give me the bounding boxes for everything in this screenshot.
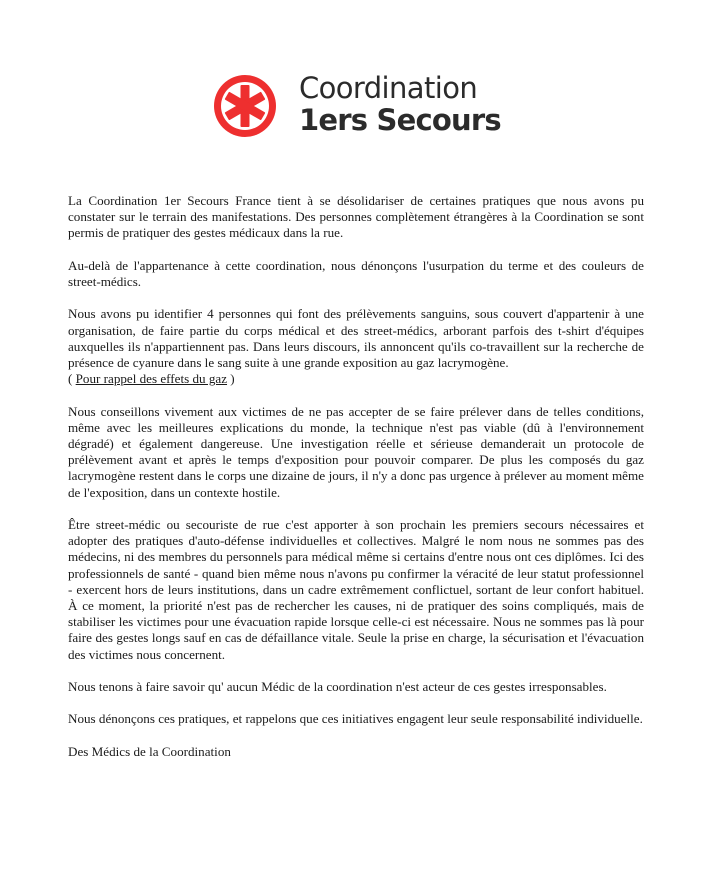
paragraph-usurpation: Au-delà de l'appartenance à cette coordination, nous dénonçons l'usurpation du terme et des couleurs de street-médics. bbox=[68, 257, 644, 289]
link-open-paren: ( bbox=[68, 371, 76, 387]
paragraph-identification-text: Nous avons pu identifier 4 personnes qui font des prélèvements sanguins, sous couvert d'appartenir à une organisation, de faire partie du corps médical et des street-médics, arborant parfois des t-shirt d'équipes auxquelles ils n'appartiennent pas. Dans leurs discours, ils annoncent qu'ils co-travaillent sur la recherche de présence de cyanure dans le sang suite à une grande exposition au gaz lacrymogène. bbox=[68, 306, 644, 370]
paragraph-advice: Nous conseillons vivement aux victimes de ne pas accepter de se faire prélever dans de telles conditions, même avec les meilleures explications du monde, la technique n'est pas viable (dû à l'environnement dégradé) et également dangereuse. Une investigation réelle et sérieuse demanderait un protocole de prélèvement avant et après le temps d'exposition pour pouvoir comparer. De plus les composés du gaz lacrymogène restent dans le corps une dizaine de jours, il n'y a donc pas urgence à prélever au moment même de l'exposition, dans un contexte hostile. bbox=[68, 403, 644, 500]
paragraph-street-medic-role: Être street-médic ou secouriste de rue c'est apporter à son prochain les premiers secours nécessaires et adopter des pratiques d'auto-défense individuelles et collectives. Malgré le nom nous ne sommes pas des médecins, ni des membres du personnels para médical même si certains d'entre nous ont ces diplômes. Ici des professionnels de santé - quand bien même nous n'avons pu confirmer la véracité de leur statut professionnel - exercent hors de leurs institutions, dans un cadre extrêmement conflictuel, sortant de leur confort habituel. À ce moment, la priorité n'est pas de rechercher les causes, ni de pratiquer des soins compliqués, mais de stabiliser les victimes pour une évacuation rapide lorsque celle-ci est nécessaire. Nous ne sommes pas là pour faire des gestes longs sauf en cas de défaillance vitale. Seule la prise en charge, la sécurisation et l'évacuation des victimes nous concernent. bbox=[68, 517, 644, 662]
signature: Des Médics de la Coordination bbox=[68, 743, 231, 759]
paragraph-intro: La Coordination 1er Secours France tient à se désolidariser de certaines pratiques que nous avons pu constater sur le terrain des manifestations. Des personnes complètement étrangères à la Coordination se sont permis de pratiquer des gestes médicaux dans la rue. bbox=[68, 193, 644, 241]
logo-line-1: Coordination bbox=[299, 71, 478, 105]
logo-line-2: 1ers Secours bbox=[299, 103, 501, 137]
gas-effects-link[interactable]: Pour rappel des effets du gaz bbox=[75, 371, 228, 387]
logo-wordmark bbox=[299, 72, 501, 136]
paragraph-no-medic-involved: Nous tenons à faire savoir qu' aucun Médic de la coordination n'est acteur de ces gestes irresponsables. bbox=[68, 679, 607, 695]
organization-logo bbox=[212, 68, 512, 148]
statement-body bbox=[68, 193, 644, 776]
paragraph-denunciation: Nous dénonçons ces pratiques, et rappelons que ces initiatives engagent leur seule responsabilité individuelle. bbox=[68, 711, 643, 727]
star-of-life-icon bbox=[212, 73, 278, 139]
paragraph-identification bbox=[68, 306, 644, 387]
link-close-paren: ) bbox=[227, 371, 235, 387]
